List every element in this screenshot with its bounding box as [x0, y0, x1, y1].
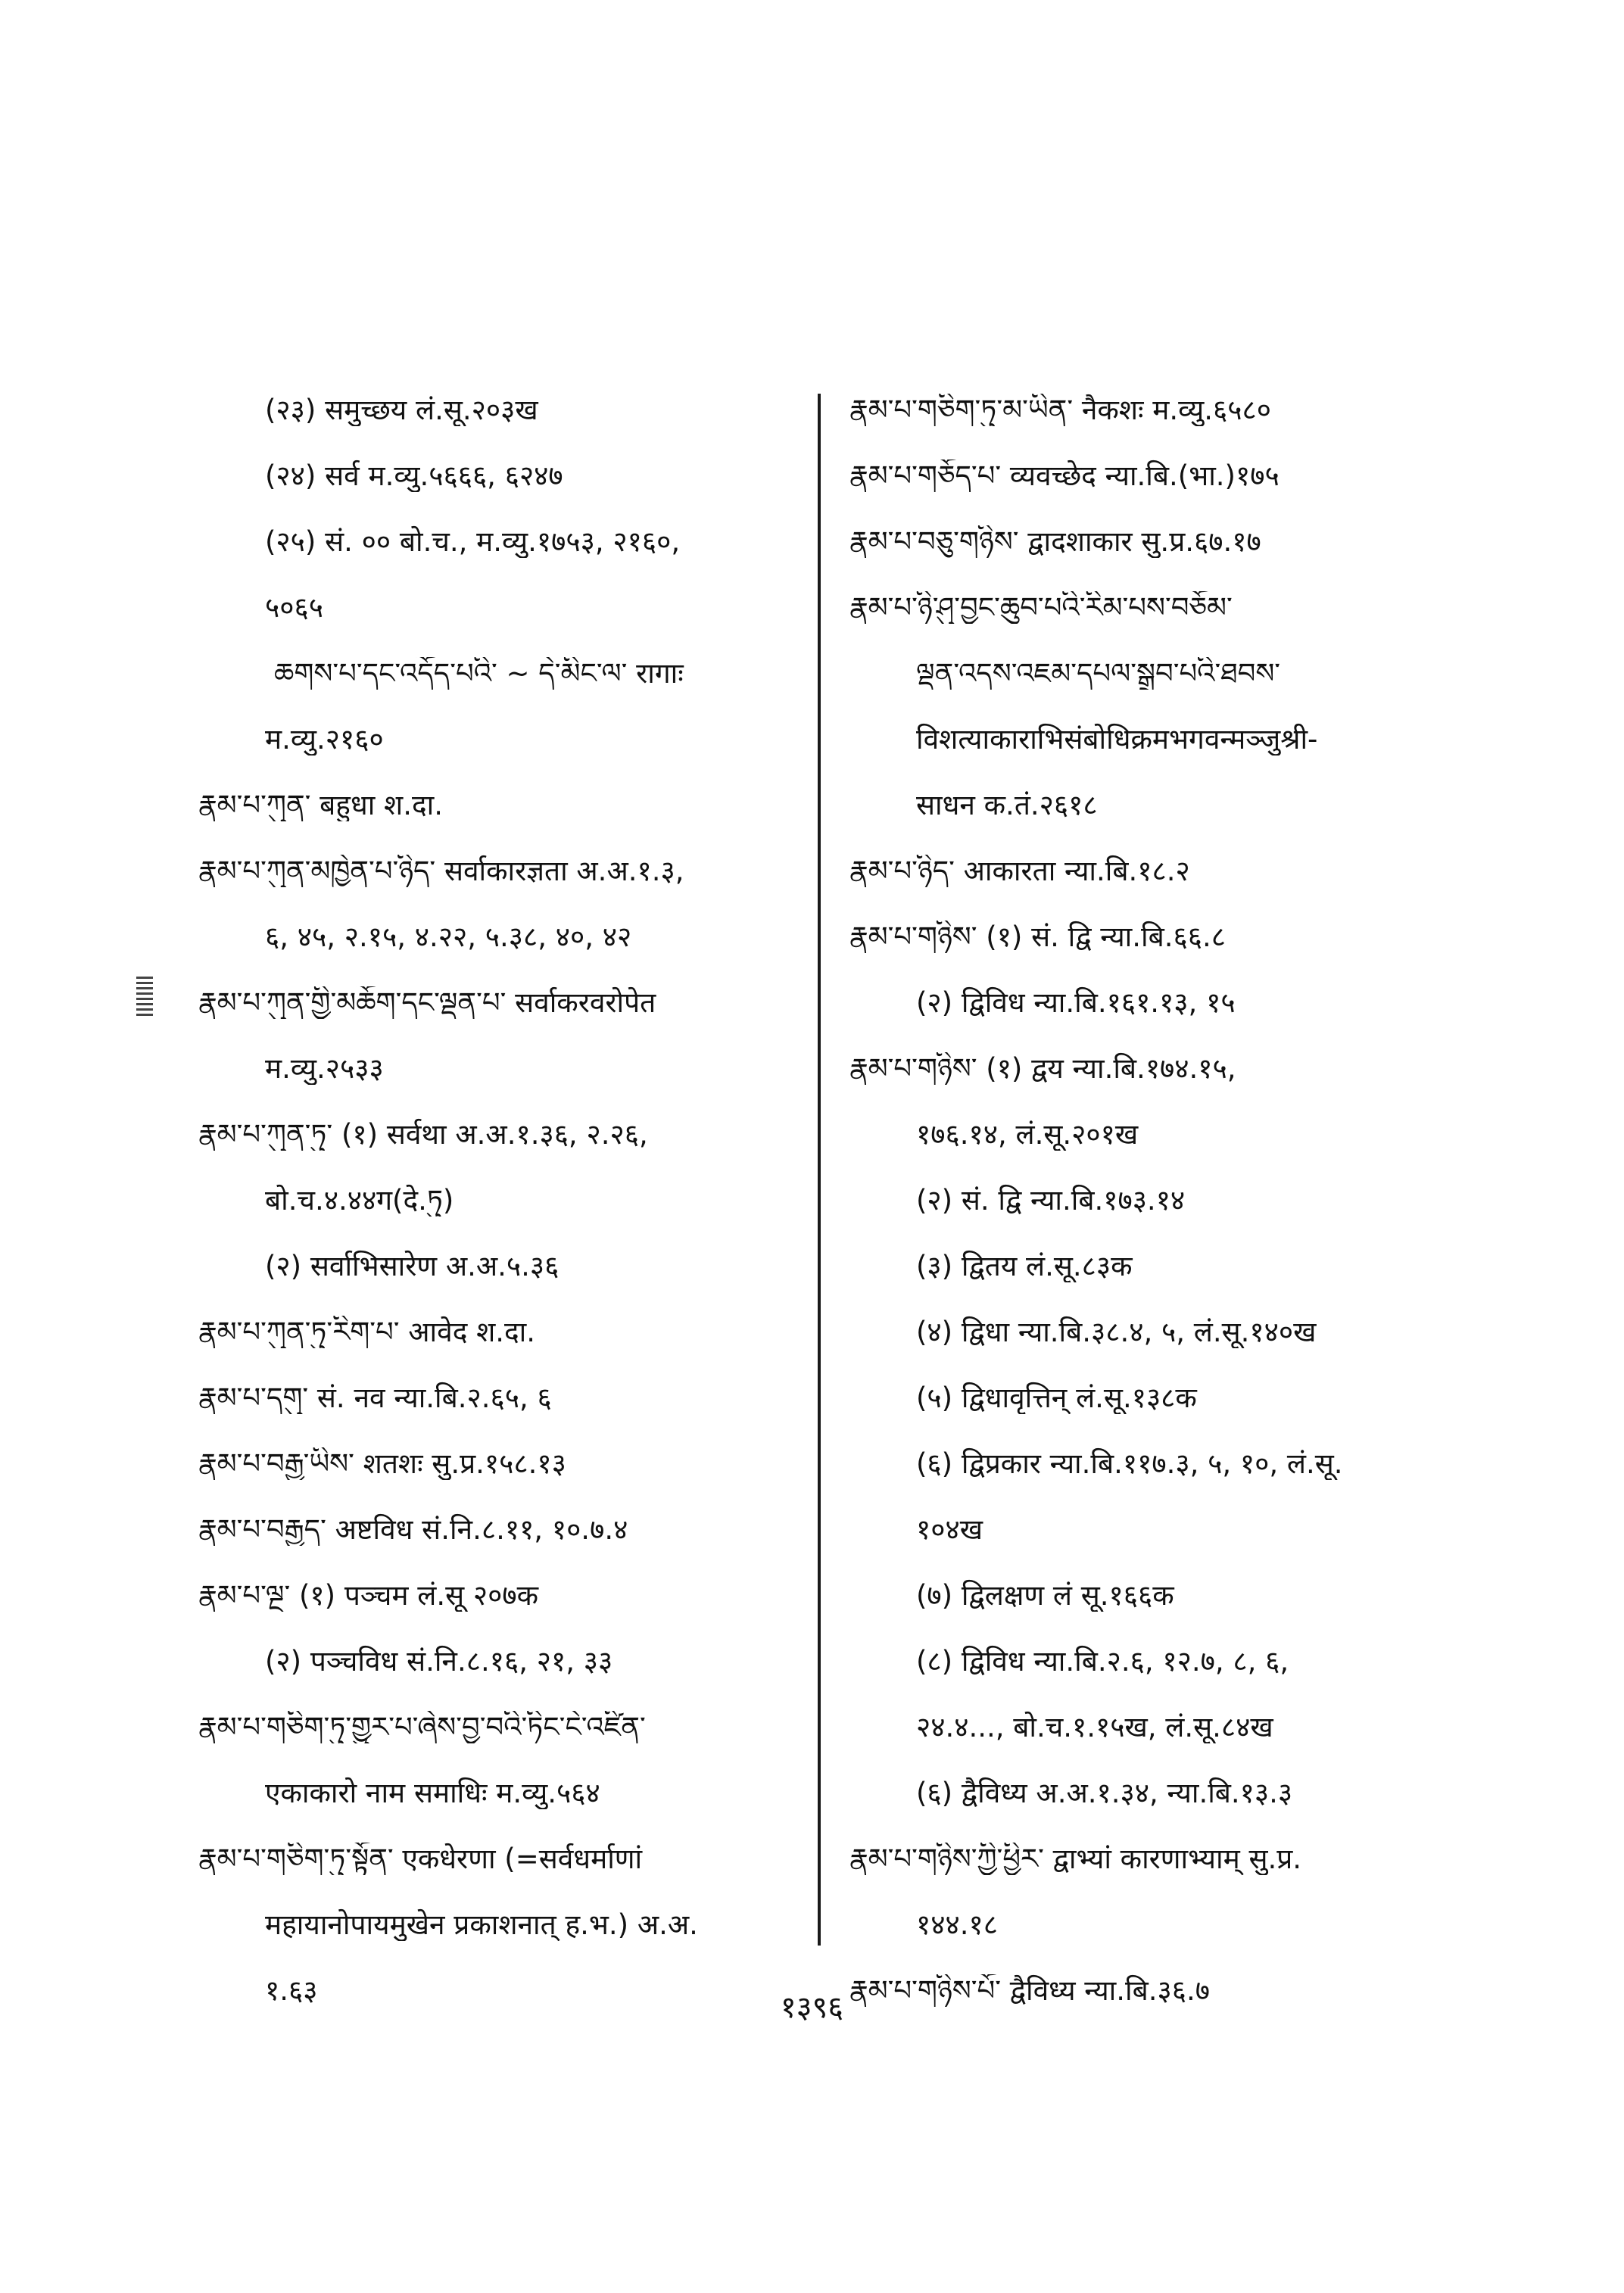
entry-line: རྣམ་པ་བཅུ་གཉིས་ द्वादशाकार सु.प्र.६७.१७	[849, 525, 1261, 558]
entry-line: རྣམ་པ་གཉིས་ (१) द्वय न्या.बि.१७४.१५,	[849, 1052, 1236, 1085]
page-number: १३९६	[780, 1990, 844, 2025]
right-column	[849, 394, 1470, 2040]
entry-line: རྣམ་པ་གཅིག་ཏུ་མ་ཡིན་ नैकशः म.व्यु.६५८०	[849, 394, 1271, 426]
entry-line: महायानोपायमुखेन प्रकाशनात् ह.भ.) अ.अ.	[265, 1908, 698, 1941]
entry-line: २४.४..., बो.च.१.१५ख, लं.सू.८४ख	[916, 1711, 1273, 1743]
margin-mark	[136, 977, 153, 1016]
entry-line: ५०६५	[265, 591, 323, 624]
entry-line: (६) द्विप्रकार न्या.बि.११७.३, ५, १०, लं.सू.	[916, 1447, 1343, 1480]
entry-line: म.व्यु.२१६०	[265, 723, 384, 756]
column-divider	[818, 394, 821, 1946]
entry-line: རྣམ་པ་ལྔ་ (१) पञ्चम लं.सू २०७क	[198, 1579, 539, 1612]
entry-line: (२) सर्वाभिसारेण अ.अ.५.३६	[265, 1250, 560, 1282]
entry-line: རྣམ་པ་ཀུན་གྱི་མཆོག་དང་ལྡན་པ་ सर्वाकरवरोपेत	[198, 986, 656, 1019]
entry-line: རྣམ་པ་ཀུན་མཁྱེན་པ་ཉིད་ सर्वाकारज्ञता अ.अ.१.३,	[198, 855, 684, 887]
entry-line: རྣམ་པ་བརྒྱད་ अष्टविध सं.नि.८.११, १०.७.४	[198, 1513, 628, 1546]
entry-line: རྣམ་པ་གཉིས་པོ་ द्वैविध्य न्या.बि.३६.७	[849, 1974, 1210, 2007]
entry-line: རྣམ་པ་ཀུན་ཏུ་རིག་པ་ आवेद श.दा.	[198, 1316, 536, 1348]
entry-line: ६, ४५, २.१५, ४.२२, ५.३८, ४०, ४२	[265, 921, 632, 953]
entry-line: म.व्यु.२५३३	[265, 1052, 384, 1085]
entry-line: (८) द्विविध न्या.बि.२.६, १२.७, ८, ६,	[916, 1645, 1289, 1678]
entry-line: विशत्याकाराभिसंबोधिक्रमभगवन्मञ्जुश्री-	[916, 723, 1318, 756]
entry-line: (२४) सर्व म.व्यु.५६६६, ६२४७	[265, 460, 563, 492]
entry-line: རྣམ་པ་གཉིས་ (१) सं. द्वि न्या.बि.६६.८	[849, 921, 1226, 953]
entry-line: རྣམ་པ་ཉིད་ आकारता न्या.बि.१८.२	[849, 855, 1190, 887]
entry-line: རྣམ་པ་གཉིས་ཀྱི་ཕྱིར་ द्वाभ्यां कारणाभ्याम् सु.प्र.	[849, 1843, 1302, 1875]
entry-line: ཆགས་པ་དང་འདོད་པའི་ ~ དེ་མིང་ལ་ रागाः	[274, 657, 684, 690]
entry-line: རྣམ་པ་བརྒྱ་ཡིས་ शतशः सु.प्र.१५८.१३	[198, 1447, 566, 1480]
entry-line: (५) द्विधावृत्तिन् लं.सू.१३८क	[916, 1382, 1197, 1414]
entry-line: १४४.१८	[916, 1908, 998, 1941]
entry-line: ལྡན་འདས་འཇམ་དཔལ་སྒྲུབ་པའི་ཐབས་	[916, 657, 1281, 690]
entry-line: (६) द्वैविध्य अ.अ.१.३४, न्या.बि.१३.३	[916, 1777, 1293, 1809]
entry-line: एकाकारो नाम समाधिः म.व्यु.५६४	[265, 1777, 600, 1809]
entry-line: (२) द्विविध न्या.बि.१६१.१३, १५	[916, 986, 1236, 1019]
entry-line: १.६३	[265, 1974, 318, 2007]
entry-line: (२) पञ्चविध सं.नि.८.१६, २१, ३३	[265, 1645, 613, 1678]
entry-line: རྣམ་པ་གཅིག་ཏུ་གྱུར་པ་ཞེས་བྱ་བའི་ཏིང་ངེ་འཛིན་	[198, 1711, 646, 1743]
entry-line: (२) सं. द्वि न्या.बि.१७३.१४	[916, 1184, 1186, 1217]
entry-line: (२५) सं. ०० बो.च., म.व्यु.१७५३, २१६०,	[265, 525, 681, 558]
entry-line: རྣམ་པ་གཅོད་པ་ व्यवच्छेद न्या.बि.(भा.)१७५	[849, 460, 1280, 492]
entry-line: རྣམ་པ་དགུ་ सं. नव न्या.बि.२.६५, ६	[198, 1382, 552, 1414]
entry-line: རྣམ་པ་ཉི་ཤུ་བྱང་ཆུབ་པའི་རིམ་པས་བཅོམ་	[849, 591, 1233, 624]
entry-line: (२३) समुच्छय लं.सू.२०३ख	[265, 394, 538, 426]
entry-line: རྣམ་པ་གཅིག་ཏུ་སྟོན་ एकधेरणा (=सर्वधर्माणां	[198, 1843, 643, 1875]
left-column	[198, 394, 812, 2040]
entry-line: १०४ख	[916, 1513, 983, 1546]
entry-line: (३) द्वितय लं.सू.८३क	[916, 1250, 1133, 1282]
entry-line: (४) द्विधा न्या.बि.३८.४, ५, लं.सू.१४०ख	[916, 1316, 1317, 1348]
entry-line: (७) द्विलक्षण लं सू.१६६क	[916, 1579, 1174, 1612]
entry-line: बो.च.४.४४ग(दे.ཏུ)	[265, 1184, 454, 1217]
entry-line: साधन क.तं.२६१८	[916, 789, 1098, 821]
entry-line: རྣམ་པ་ཀུན་ बहुधा श.दा.	[198, 789, 443, 821]
entry-line: १७६.१४, लं.सू.२०१ख	[916, 1118, 1139, 1151]
entry-line: རྣམ་པ་ཀུན་ཏུ་ (१) सर्वथा अ.अ.१.३६, २.२६,	[198, 1118, 648, 1151]
